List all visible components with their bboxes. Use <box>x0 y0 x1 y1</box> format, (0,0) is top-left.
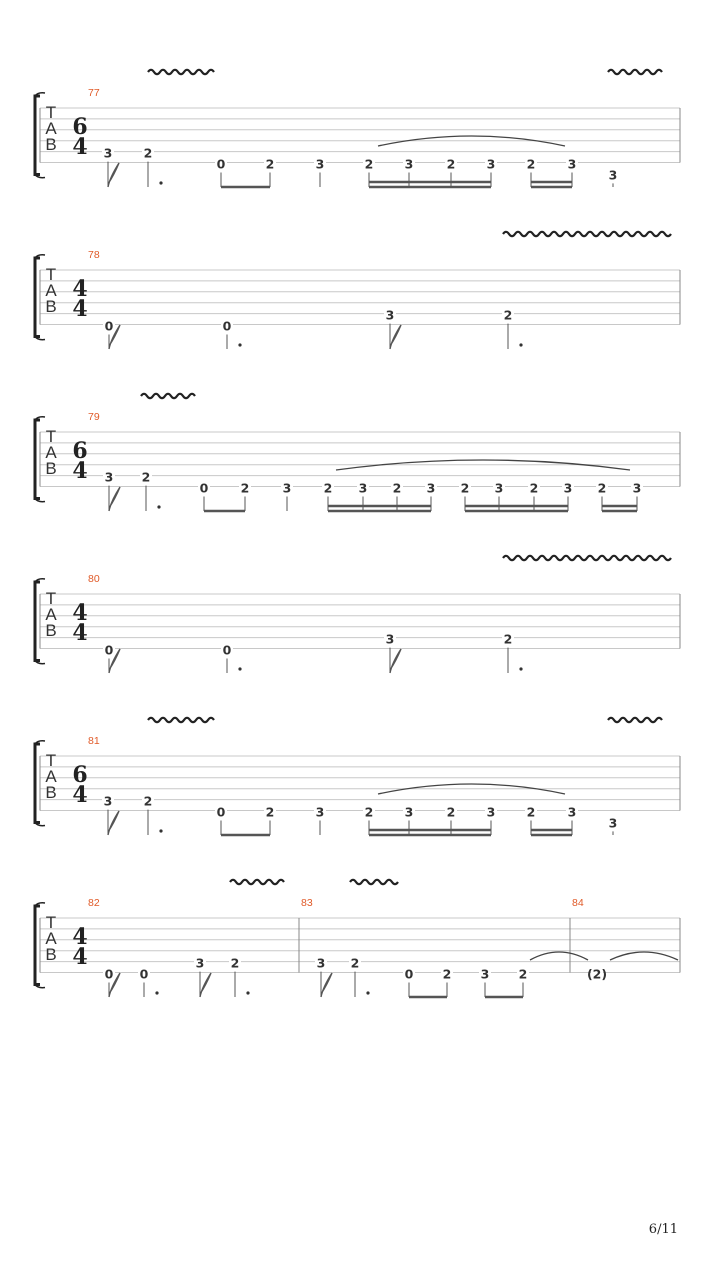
fret-number: 3 <box>486 156 496 172</box>
fret-number: 2 <box>529 480 539 496</box>
note-flag <box>108 163 119 187</box>
vibrato-mark <box>350 880 398 884</box>
fret-number: 2 <box>364 156 374 172</box>
time-signature-digit: 4 <box>72 620 88 646</box>
rhythm-dot <box>238 343 241 346</box>
fret-number: 0 <box>216 156 226 172</box>
fret-number: 3 <box>195 955 205 971</box>
time-signature-digit: 4 <box>72 924 88 950</box>
rhythm-dot <box>519 667 522 670</box>
system-bracket <box>35 582 40 661</box>
vibrato-mark <box>141 394 195 398</box>
rhythm-dot <box>155 991 158 994</box>
fret-number: 3 <box>316 955 326 971</box>
vibrato-mark <box>230 880 284 884</box>
fret-number: 2 <box>350 955 360 971</box>
measure-number: 83 <box>301 897 313 909</box>
tab-clef-letter: B <box>45 459 57 478</box>
measure-number: 82 <box>88 897 100 909</box>
measure-number: 77 <box>88 87 100 99</box>
page-number: 6/11 <box>648 1222 678 1237</box>
rhythm-dot <box>366 991 369 994</box>
tie <box>610 952 678 960</box>
time-signature-digit: 4 <box>72 276 88 302</box>
fret-number: 2 <box>446 804 456 820</box>
fret-number: 2 <box>518 966 528 982</box>
rhythm-dot <box>519 343 522 346</box>
tab-clef-letter: A <box>45 119 57 138</box>
fret-number: 2 <box>265 804 275 820</box>
fret-number: 2 <box>143 145 153 161</box>
fret-number: 2 <box>392 480 402 496</box>
fret-number: 2 <box>265 156 275 172</box>
tab-system <box>35 394 680 511</box>
tab-system <box>35 718 680 835</box>
fret-number: 3 <box>385 307 395 323</box>
fret-number: 2 <box>460 480 470 496</box>
fret-number: 3 <box>608 167 618 183</box>
fret-number: 2 <box>503 307 513 323</box>
fret-number: 3 <box>404 156 414 172</box>
note-flag <box>109 487 120 511</box>
fret-number: 0 <box>216 804 226 820</box>
fret-number: 3 <box>385 631 395 647</box>
fret-number: 2 <box>323 480 333 496</box>
fret-number: 3 <box>315 804 325 820</box>
fret-number: 2 <box>526 804 536 820</box>
fret-number: 0 <box>404 966 414 982</box>
time-signature-digit: 4 <box>72 458 88 484</box>
system-bracket <box>35 420 40 499</box>
time-signature-digit: 4 <box>72 296 88 322</box>
measure-number: 81 <box>88 735 100 747</box>
tab-system <box>35 232 680 349</box>
time-signature-digit: 6 <box>72 438 88 464</box>
vibrato-mark <box>608 70 662 74</box>
measure-number: 79 <box>88 411 100 423</box>
note-flag <box>390 649 401 673</box>
vibrato-mark <box>608 718 662 722</box>
tab-clef-letter: T <box>45 589 57 608</box>
rhythm-dot <box>246 991 249 994</box>
tab-clef-letter: B <box>45 783 57 802</box>
tab-clef-letter: A <box>45 929 57 948</box>
fret-number: 3 <box>282 480 292 496</box>
tab-clef-letter: B <box>45 135 57 154</box>
measure-number: 84 <box>572 897 584 909</box>
rhythm-dot <box>157 505 160 508</box>
fret-number: 0 <box>104 966 114 982</box>
tab-clef-letter: T <box>45 751 57 770</box>
time-signature-digit: 4 <box>72 944 88 970</box>
vibrato-mark <box>148 70 214 74</box>
fret-number: 3 <box>103 145 113 161</box>
tab-clef-letter: T <box>45 103 57 122</box>
fret-number: 0 <box>104 318 114 334</box>
tab-clef-letter: A <box>45 767 57 786</box>
fret-number: 2 <box>230 955 240 971</box>
vibrato-mark <box>503 232 671 236</box>
fret-number: 2 <box>240 480 250 496</box>
tab-clef-letter: T <box>45 427 57 446</box>
fret-number: 3 <box>426 480 436 496</box>
note-flag <box>321 973 332 997</box>
system-bracket <box>35 258 40 337</box>
time-signature-digit: 6 <box>72 114 88 140</box>
note-flag <box>200 973 211 997</box>
fret-number: 2 <box>446 156 456 172</box>
rhythm-dot <box>159 829 162 832</box>
vibrato-mark <box>503 556 671 560</box>
fret-number: 0 <box>139 966 149 982</box>
tab-clef-letter: T <box>45 265 57 284</box>
measure-number: 80 <box>88 573 100 585</box>
time-signature-digit: 4 <box>72 600 88 626</box>
fret-number: 0 <box>222 318 232 334</box>
fret-number: 2 <box>141 469 151 485</box>
tab-clef-letter: B <box>45 297 57 316</box>
fret-number: 2 <box>442 966 452 982</box>
measure-number: 78 <box>88 249 100 261</box>
rhythm-dot <box>159 181 162 184</box>
tab-system <box>35 70 680 187</box>
tab-clef-letter: A <box>45 281 57 300</box>
tab-clef-letter: B <box>45 945 57 964</box>
fret-number: 2 <box>503 631 513 647</box>
fret-number: 0 <box>104 642 114 658</box>
fret-number: 2 <box>526 156 536 172</box>
note-flag <box>108 811 119 835</box>
fret-number: 3 <box>563 480 573 496</box>
fret-number: 3 <box>567 156 577 172</box>
fret-number: 2 <box>364 804 374 820</box>
tab-clef-letter: T <box>45 913 57 932</box>
rhythm-dot <box>238 667 241 670</box>
note-flag <box>390 325 401 349</box>
tab-clef-letter: A <box>45 605 57 624</box>
tab-system <box>35 556 680 673</box>
time-signature-digit: 6 <box>72 762 88 788</box>
fret-number: 3 <box>315 156 325 172</box>
time-signature-digit: 4 <box>72 782 88 808</box>
tab-clef-letter: A <box>45 443 57 462</box>
fret-number: 3 <box>494 480 504 496</box>
vibrato-mark <box>148 718 214 722</box>
fret-number: 3 <box>404 804 414 820</box>
fret-number: 3 <box>567 804 577 820</box>
tie <box>530 952 588 960</box>
system-bracket <box>35 96 40 175</box>
fret-number: 2 <box>143 793 153 809</box>
fret-number: 3 <box>358 480 368 496</box>
fret-number: (2) <box>586 966 608 982</box>
fret-number: 2 <box>597 480 607 496</box>
system-bracket <box>35 906 40 985</box>
fret-number: 3 <box>632 480 642 496</box>
fret-number: 3 <box>103 793 113 809</box>
fret-number: 0 <box>222 642 232 658</box>
fret-number: 3 <box>608 815 618 831</box>
fret-number: 3 <box>104 469 114 485</box>
fret-number: 3 <box>486 804 496 820</box>
fret-number: 3 <box>480 966 490 982</box>
system-bracket <box>35 744 40 823</box>
time-signature-digit: 4 <box>72 134 88 160</box>
tab-clef-letter: B <box>45 621 57 640</box>
fret-number: 0 <box>199 480 209 496</box>
tab-system <box>35 880 680 997</box>
